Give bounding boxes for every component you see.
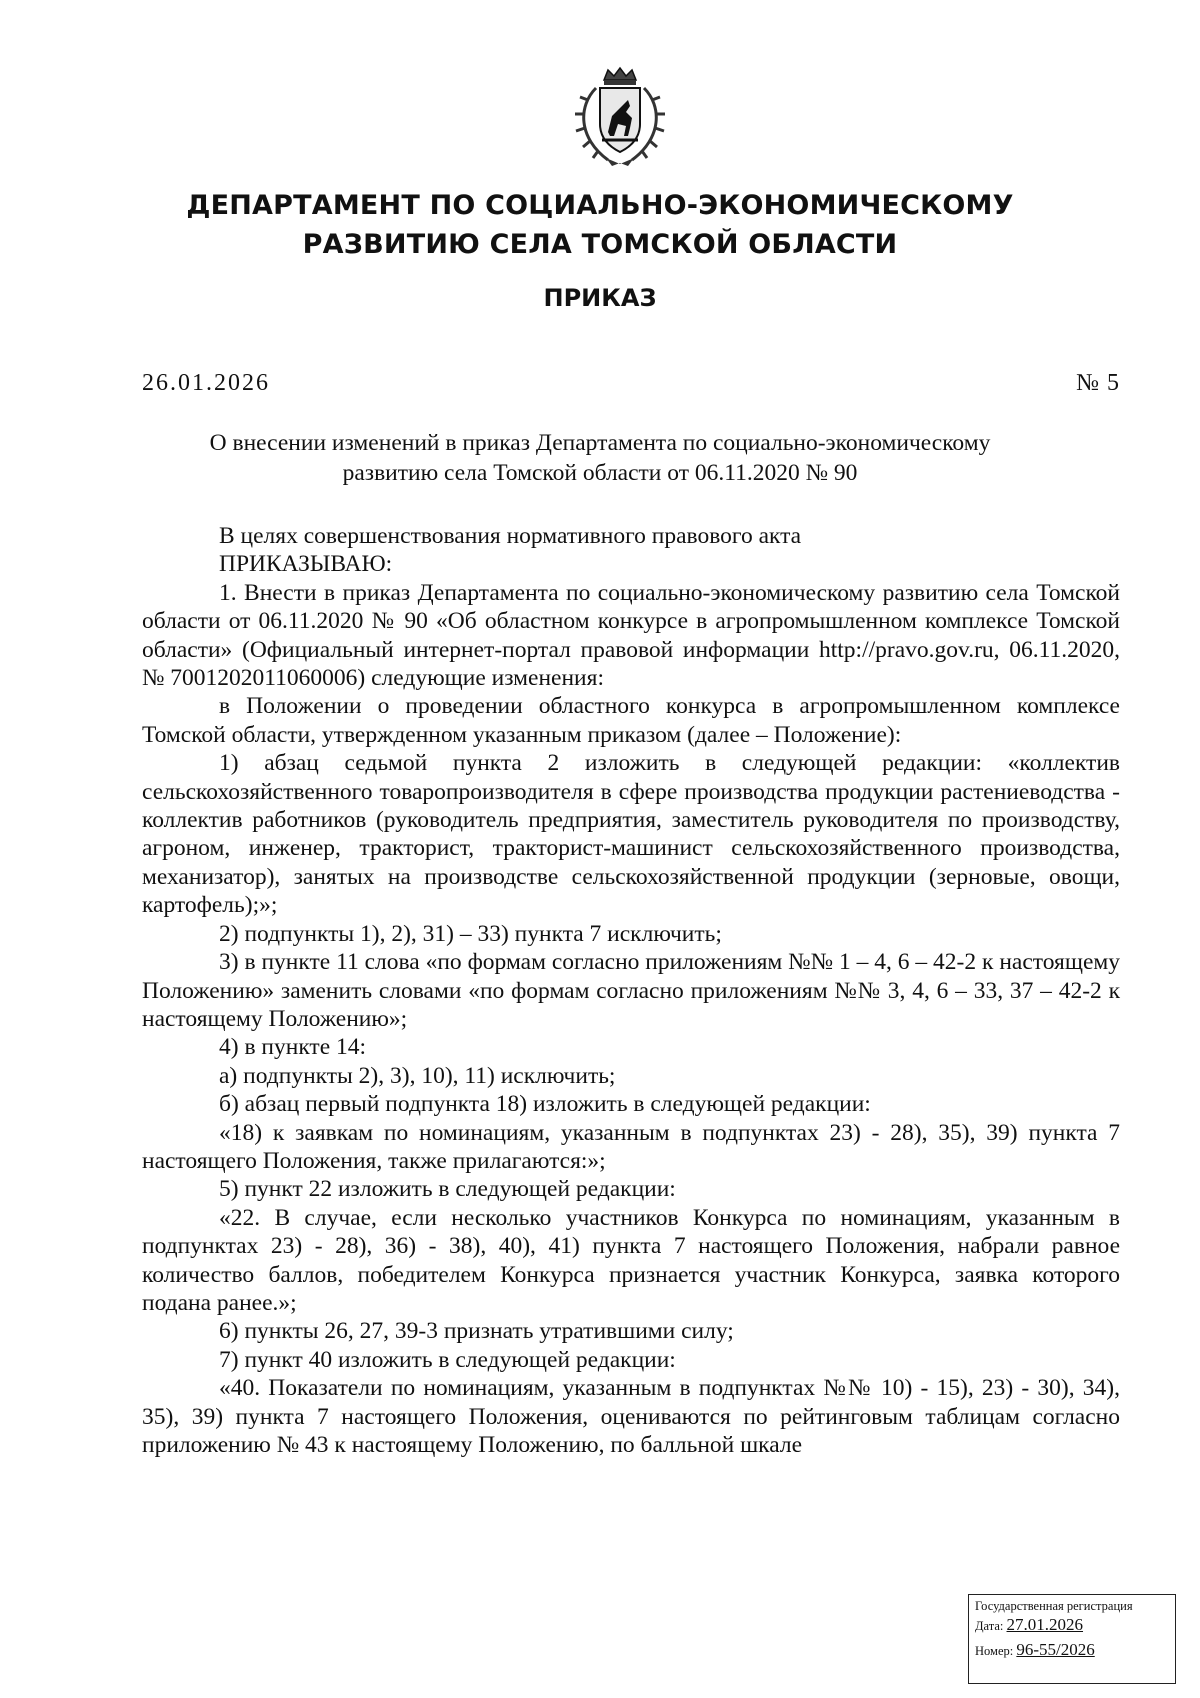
paragraph: 7) пункт 40 изложить в следующей редакции:: [219, 1346, 676, 1373]
document-number: № 5: [1076, 370, 1120, 396]
document-subject: [150, 428, 1050, 488]
paragraph: В целях совершенствования нормативного правового акта: [219, 523, 802, 549]
paragraph: 2) подпункты 1), 2), 31) – 33) пункта 7 исключить;: [219, 920, 722, 947]
registration-date-label: Дата:: [975, 1619, 1004, 1633]
paragraph: 1. Внести в приказ Департамента по социально-экономическому развитию села Томской области от 06.11.2020 № 90 «Об областном конкурсе в агропромышленном комплексе Томской области» (Официальный интернет-портал правовой информации http://pravo.gov.ru, 06.11.2020, № 7001202011060006) следующие изменения:: [142, 579, 1120, 692]
paragraph: 1) абзац седьмой пункта 2 изложить в следующей редакции: «коллектив сельскохозяйственного товаропроизводителя в сфере производства продукции растениеводства - коллектив работников (руководитель предприятия, заместитель руководителя по производству, агроном, инженер, тракторист, тракторист-машинист сельскохозяйственного производства, механизатор), занятых на производстве сельскохозяйственной продукции (зерновые, овощи, картофель);»;: [142, 750, 1120, 919]
document-body: [142, 522, 1120, 1459]
subject-line-1: О внесении изменений в приказ Департамента по социально-экономическому: [209, 430, 991, 456]
registration-date-value: 27.01.2026: [1006, 1615, 1084, 1634]
paragraph: 6) пункты 26, 27, 39-3 признать утратившими силу;: [219, 1318, 734, 1345]
document-type: ПРИКАЗ: [543, 284, 657, 312]
organization-name: [150, 186, 1050, 264]
registration-number-value: 96-55/2026: [1016, 1640, 1095, 1659]
registration-number-label: Номер:: [975, 1644, 1014, 1658]
paragraph: в Положении о проведении областного конкурса в агропромышленном комплексе Томской области, утвержденном указанным приказом (далее – Положение):: [142, 693, 1120, 748]
paragraph: «18) к заявкам по номинациям, указанным в подпунктах 23) - 28), 35), 39) пункта 7 настоящего Положения, также прилагаются:»;: [142, 1119, 1120, 1174]
paragraph: «40. Показатели по номинациям, указанным в подпунктах №№ 10) - 15), 23) - 30), 34), 35), 39) пункта 7 настоящего Положения, оцениваются по рейтинговым таблицам согласно приложению № 43 к настоящему Положению, по балльной шкале: [142, 1375, 1120, 1458]
document-date: 26.01.2026: [142, 370, 270, 396]
paragraph: 3) в пункте 11 слова «по формам согласно приложениям №№ 1 – 4, 6 – 42-2 к настоящему Положению» заменить словами «по формам согласно приложениям №№ 3, 4, 6 – 33, 37 – 42-2 к настоящему Положению»;: [142, 949, 1120, 1032]
paragraph: б) абзац первый подпункта 18) изложить в следующей редакции:: [219, 1091, 871, 1118]
registration-title: Государственная регистрация: [975, 1599, 1133, 1613]
organization-line-1: ДЕПАРТАМЕНТ ПО СОЦИАЛЬНО-ЭКОНОМИЧЕСКОМУ: [186, 190, 1014, 221]
paragraph: а) подпункты 2), 3), 10), 11) исключить;: [219, 1062, 616, 1089]
paragraph: 4) в пункте 14:: [219, 1034, 367, 1061]
coat-of-arms-icon: [568, 66, 672, 170]
paragraph: «22. В случае, если несколько участников Конкурса по номинациям, указанным в подпунктах 23) - 28), 36) - 38), 40), 41) пункта 7 настоящего Положения, набрали равное количество баллов, победителем Конкурса признается участник Конкурса, заявка которого подана ранее.»;: [142, 1204, 1120, 1316]
registration-date-row: [975, 1613, 1169, 1638]
subject-line-2: развитию села Томской области от 06.11.2020 № 90: [342, 460, 858, 486]
paragraph: 5) пункт 22 изложить в следующей редакции:: [219, 1176, 676, 1203]
registration-number-row: [975, 1638, 1169, 1663]
paragraph: ПРИКАЗЫВАЮ:: [219, 551, 393, 578]
organization-line-2: РАЗВИТИЮ СЕЛА ТОМСКОЙ ОБЛАСТИ: [302, 229, 898, 260]
registration-stamp: [968, 1594, 1176, 1684]
